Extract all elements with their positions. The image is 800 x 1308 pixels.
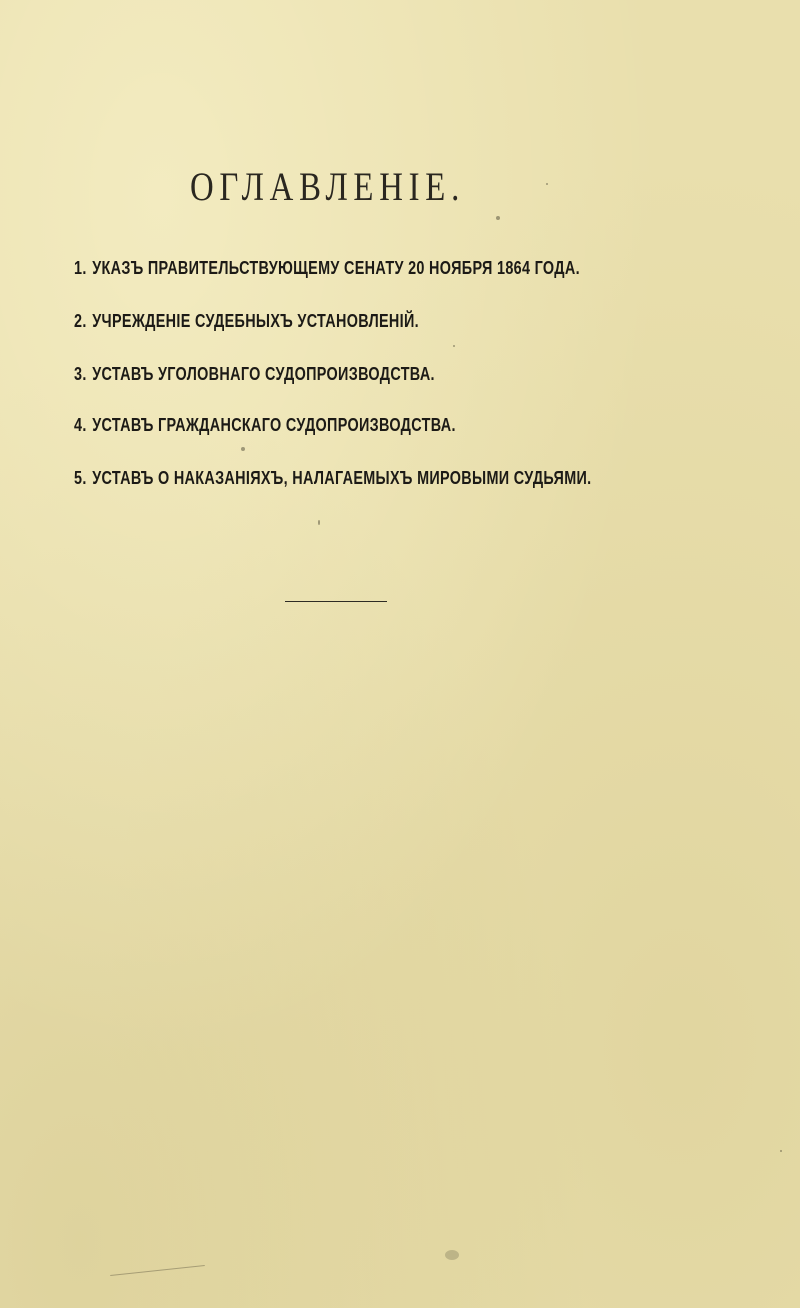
toc-item-number: 2. [74,311,87,331]
toc-item-2 [74,311,419,332]
toc-item-1 [74,258,580,279]
paper-speck [241,447,245,451]
toc-item-text: УСТАВЪ УГОЛОВНАГО СУДОПРОИЗВОДСТВА. [92,364,435,384]
toc-item-number: 4. [74,415,87,435]
pencil-mark [110,1265,205,1276]
divider-rule [285,601,387,602]
paper-speck [453,345,455,347]
toc-item-text: УСТАВЪ ГРАЖДАНСКАГО СУДОПРОИЗВОДСТВА. [92,415,456,435]
paper-speck [546,183,548,185]
paper-speck [780,1150,782,1152]
page-title: ОГЛАВЛЕНІЕ. [190,164,466,209]
paper-speck [318,520,320,525]
toc-item-number: 1. [74,258,87,278]
toc-item-text: УКАЗЪ ПРАВИТЕЛЬСТВУЮЩЕМУ СЕНАТУ 20 НОЯБРЯ 1864 ГОДА. [92,258,580,278]
toc-item-text: УЧРЕЖДЕНІЕ СУДЕБНЫХЪ УСТАНОВЛЕНІЙ. [92,311,419,331]
toc-item-4 [74,415,456,436]
toc-item-number: 5. [74,468,87,488]
toc-item-text: УСТАВЪ О НАКАЗАНІЯХЪ, НАЛАГАЕМЫХЪ МИРОВЫМИ СУДЬЯМИ. [92,468,592,488]
toc-item-5 [74,468,592,489]
paper-stain [445,1250,459,1260]
paper-speck [496,216,500,220]
toc-item-3 [74,364,435,385]
toc-item-number: 3. [74,364,87,384]
